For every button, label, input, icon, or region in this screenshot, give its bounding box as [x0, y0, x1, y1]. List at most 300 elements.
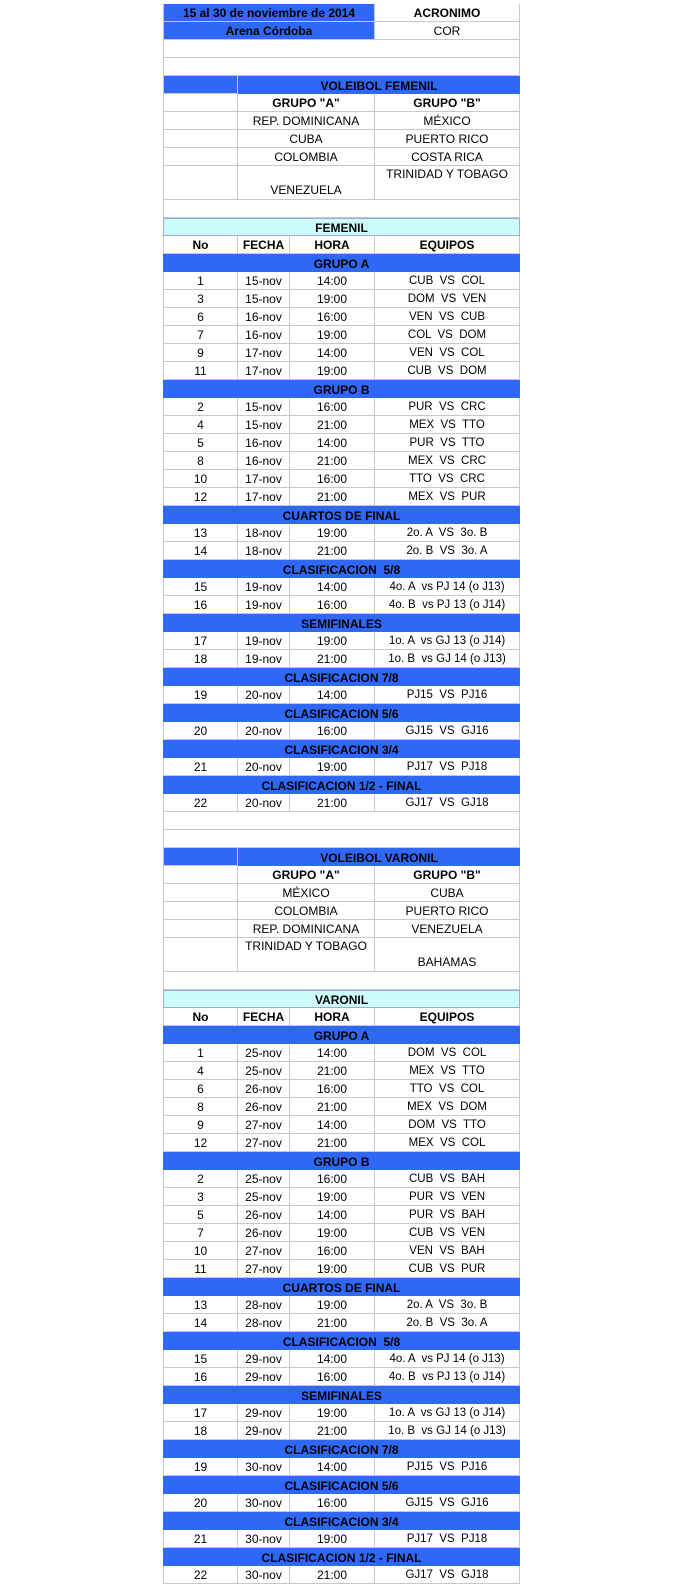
section-title: CLASIFICACION 7/8	[284, 671, 399, 685]
match-time: 14:00	[290, 272, 375, 290]
match-teams: PUR VS CRC	[375, 398, 520, 416]
match-number: 14	[163, 1314, 238, 1332]
match-row	[163, 452, 520, 470]
col-equipos: EQUIPOS	[375, 236, 520, 254]
match-row	[163, 578, 520, 596]
group-row	[163, 130, 520, 148]
group-a-team: CUBA	[238, 130, 375, 148]
match-time: 19:00	[290, 326, 375, 344]
match-row	[163, 1458, 520, 1476]
match-number: 19	[163, 686, 238, 704]
match-date: 29-nov	[238, 1368, 290, 1386]
match-time: 16:00	[290, 1170, 375, 1188]
match-date: 25-nov	[238, 1044, 290, 1062]
match-number: 15	[163, 1350, 238, 1368]
match-time: 21:00	[290, 1314, 375, 1332]
match-number: 22	[163, 794, 238, 812]
match-teams: PJ15 VS PJ16	[375, 1458, 520, 1476]
section-title: CLASIFICACION 5/8	[282, 1335, 401, 1349]
match-row	[163, 1062, 520, 1080]
acronym: COR	[375, 22, 520, 40]
blank-row	[163, 40, 520, 58]
match-date: 26-nov	[238, 1224, 290, 1242]
match-teams: DOM VS COL	[375, 1044, 520, 1062]
match-date: 19-nov	[238, 578, 290, 596]
match-row	[163, 434, 520, 452]
section-title: CLASIFICACION 3/4	[284, 1515, 399, 1529]
match-teams: GJ15 VS GJ16	[375, 722, 520, 740]
match-date: 19-nov	[238, 650, 290, 668]
match-time: 14:00	[290, 1206, 375, 1224]
match-date: 16-nov	[238, 326, 290, 344]
group-row	[163, 938, 520, 972]
match-teams: DOM VS TTO	[375, 1116, 520, 1134]
group-a-label: GRUPO "A"	[238, 94, 375, 112]
col-fecha: FECHA	[238, 1008, 290, 1026]
group-b-team: TRINIDAD Y TOBAGO	[375, 166, 520, 200]
col-equipos: EQUIPOS	[375, 1008, 520, 1026]
match-row	[163, 1098, 520, 1116]
match-number: 16	[163, 1368, 238, 1386]
blank-row	[163, 812, 520, 830]
section-title: CLASIFICACION 5/8	[282, 563, 401, 577]
match-time: 21:00	[290, 1422, 375, 1440]
section-header	[163, 668, 520, 686]
group-a-team: VENEZUELA	[238, 166, 375, 200]
match-date: 16-nov	[238, 308, 290, 326]
section-header	[163, 1440, 520, 1458]
match-time: 21:00	[290, 416, 375, 434]
section-title: CLASIFICACION 1/2 - FINAL	[261, 1551, 422, 1565]
match-number: 12	[163, 488, 238, 506]
match-number: 17	[163, 1404, 238, 1422]
group-a-team: REP. DOMINICANA	[238, 112, 375, 130]
match-date: 16-nov	[238, 452, 290, 470]
match-time: 21:00	[290, 1098, 375, 1116]
col-hora: HORA	[290, 1008, 375, 1026]
match-time: 19:00	[290, 1296, 375, 1314]
match-row	[163, 344, 520, 362]
section-header	[163, 380, 520, 398]
match-number: 10	[163, 1242, 238, 1260]
match-number: 5	[163, 1206, 238, 1224]
match-date: 26-nov	[238, 1206, 290, 1224]
femenil-groups-header-row	[163, 94, 520, 112]
varonil-groups-table	[163, 848, 520, 972]
varonil-schedule-table	[163, 990, 520, 1584]
date-range: 15 al 30 de noviembre de 2014	[163, 4, 375, 22]
match-row	[163, 290, 520, 308]
match-number: 7	[163, 1224, 238, 1242]
match-row	[163, 1314, 520, 1332]
match-row	[163, 470, 520, 488]
match-row	[163, 758, 520, 776]
match-teams: CUB VS COL	[375, 272, 520, 290]
femenil-schedule-title	[163, 218, 520, 236]
match-time: 16:00	[290, 398, 375, 416]
section-title: GRUPO A	[313, 257, 370, 271]
venue: Arena Córdoba	[163, 22, 375, 40]
match-teams: 1o. A vs GJ 13 (o J14)	[375, 632, 520, 650]
match-teams: 2o. A VS 3o. B	[375, 1296, 520, 1314]
match-row	[163, 1170, 520, 1188]
section-header	[163, 614, 520, 632]
match-teams: MEX VS CRC	[375, 452, 520, 470]
match-teams: 1o. A vs GJ 13 (o J14)	[375, 1404, 520, 1422]
match-date: 29-nov	[238, 1422, 290, 1440]
match-number: 13	[163, 1296, 238, 1314]
match-time: 21:00	[290, 650, 375, 668]
group-row	[163, 884, 520, 902]
match-time: 14:00	[290, 1044, 375, 1062]
section-header	[163, 1152, 520, 1170]
match-time: 14:00	[290, 434, 375, 452]
match-teams: PUR VS VEN	[375, 1188, 520, 1206]
match-time: 14:00	[290, 578, 375, 596]
match-row	[163, 1224, 520, 1242]
varonil-groups-title-row	[163, 848, 520, 866]
match-row	[163, 1566, 520, 1584]
femenil-groups-table	[163, 76, 520, 200]
match-number: 12	[163, 1134, 238, 1152]
match-number: 22	[163, 1566, 238, 1584]
match-number: 3	[163, 290, 238, 308]
match-number: 1	[163, 1044, 238, 1062]
match-number: 6	[163, 1080, 238, 1098]
match-teams: 4o. B vs PJ 13 (o J14)	[375, 596, 520, 614]
match-time: 16:00	[290, 1494, 375, 1512]
match-teams: PJ17 VS PJ18	[375, 1530, 520, 1548]
varonil-sections	[163, 1026, 520, 1584]
match-row	[163, 1188, 520, 1206]
match-teams: 2o. B VS 3o. A	[375, 542, 520, 560]
match-teams: MEX VS TTO	[375, 1062, 520, 1080]
match-row	[163, 1494, 520, 1512]
match-row	[163, 794, 520, 812]
match-date: 17-nov	[238, 488, 290, 506]
match-teams: 2o. B VS 3o. A	[375, 1314, 520, 1332]
group-b-team: CUBA	[375, 884, 520, 902]
match-time: 19:00	[290, 1404, 375, 1422]
match-date: 30-nov	[238, 1530, 290, 1548]
match-teams: MEX VS PUR	[375, 488, 520, 506]
section-header	[163, 1026, 520, 1044]
section-header	[163, 560, 520, 578]
match-number: 4	[163, 416, 238, 434]
col-no: No	[163, 236, 238, 254]
group-b-team: COSTA RICA	[375, 148, 520, 166]
match-date: 30-nov	[238, 1494, 290, 1512]
match-teams: 4o. B vs PJ 13 (o J14)	[375, 1368, 520, 1386]
match-teams: PJ15 VS PJ16	[375, 686, 520, 704]
group-a-team: COLOMBIA	[238, 902, 375, 920]
match-teams: TTO VS COL	[375, 1080, 520, 1098]
section-header	[163, 1476, 520, 1494]
match-row	[163, 524, 520, 542]
match-date: 25-nov	[238, 1170, 290, 1188]
match-teams: COL VS DOM	[375, 326, 520, 344]
match-teams: MEX VS COL	[375, 1134, 520, 1152]
match-number: 8	[163, 452, 238, 470]
match-row	[163, 542, 520, 560]
match-row	[163, 1422, 520, 1440]
match-date: 16-nov	[238, 434, 290, 452]
match-date: 18-nov	[238, 542, 290, 560]
match-time: 19:00	[290, 290, 375, 308]
match-time: 14:00	[290, 1116, 375, 1134]
varonil-schedule-title	[163, 990, 520, 1008]
match-teams: CUB VS PUR	[375, 1260, 520, 1278]
group-a-label: GRUPO "A"	[238, 866, 375, 884]
blank-row	[163, 972, 520, 990]
section-title: GRUPO B	[313, 383, 370, 397]
match-date: 19-nov	[238, 632, 290, 650]
match-date: 17-nov	[238, 344, 290, 362]
match-time: 19:00	[290, 1530, 375, 1548]
match-date: 20-nov	[238, 758, 290, 776]
match-teams: MEX VS TTO	[375, 416, 520, 434]
match-time: 16:00	[290, 470, 375, 488]
match-number: 21	[163, 1530, 238, 1548]
match-time: 21:00	[290, 794, 375, 812]
blank-row	[163, 200, 520, 218]
match-number: 2	[163, 398, 238, 416]
match-teams: GJ17 VS GJ18	[375, 1566, 520, 1584]
match-time: 19:00	[290, 1224, 375, 1242]
match-time: 19:00	[290, 362, 375, 380]
match-time: 21:00	[290, 488, 375, 506]
match-teams: 2o. A VS 3o. B	[375, 524, 520, 542]
match-teams: DOM VS VEN	[375, 290, 520, 308]
match-date: 25-nov	[238, 1188, 290, 1206]
match-row	[163, 1368, 520, 1386]
section-title: CLASIFICACION 5/6	[284, 1479, 399, 1493]
group-b-team: MÉXICO	[375, 112, 520, 130]
match-time: 19:00	[290, 1260, 375, 1278]
match-row	[163, 1044, 520, 1062]
col-no: No	[163, 1008, 238, 1026]
section-header	[163, 776, 520, 794]
match-number: 20	[163, 722, 238, 740]
group-row	[163, 148, 520, 166]
match-time: 16:00	[290, 722, 375, 740]
section-title: GRUPO B	[313, 1155, 370, 1169]
match-number: 18	[163, 1422, 238, 1440]
match-number: 7	[163, 326, 238, 344]
match-teams: VEN VS CUB	[375, 308, 520, 326]
match-number: 15	[163, 578, 238, 596]
match-time: 21:00	[290, 1062, 375, 1080]
match-row	[163, 1134, 520, 1152]
col-fecha: FECHA	[238, 236, 290, 254]
section-header	[163, 704, 520, 722]
column-header-row	[163, 1008, 520, 1026]
match-date: 17-nov	[238, 362, 290, 380]
match-date: 27-nov	[238, 1134, 290, 1152]
column-header-row	[163, 236, 520, 254]
match-row	[163, 272, 520, 290]
match-teams: GJ17 VS GJ18	[375, 794, 520, 812]
match-number: 10	[163, 470, 238, 488]
match-date: 27-nov	[238, 1260, 290, 1278]
match-number: 20	[163, 1494, 238, 1512]
group-b-label: GRUPO "B"	[375, 94, 520, 112]
match-time: 19:00	[290, 524, 375, 542]
match-teams: PUR VS BAH	[375, 1206, 520, 1224]
match-number: 16	[163, 596, 238, 614]
section-title: SEMIFINALES	[301, 1389, 382, 1403]
group-a-team: COLOMBIA	[238, 148, 375, 166]
match-teams: CUB VS BAH	[375, 1170, 520, 1188]
match-teams: PUR VS TTO	[375, 434, 520, 452]
match-date: 15-nov	[238, 416, 290, 434]
match-row	[163, 1116, 520, 1134]
match-row	[163, 596, 520, 614]
match-date: 20-nov	[238, 722, 290, 740]
match-date: 25-nov	[238, 1062, 290, 1080]
section-header	[163, 1278, 520, 1296]
match-time: 16:00	[290, 1368, 375, 1386]
group-a-team: TRINIDAD Y TOBAGO	[238, 938, 375, 972]
match-date: 26-nov	[238, 1080, 290, 1098]
section-title: CUARTOS DE FINAL	[282, 1281, 401, 1295]
match-teams: 4o. A vs PJ 14 (o J13)	[375, 1350, 520, 1368]
match-teams: VEN VS BAH	[375, 1242, 520, 1260]
match-number: 6	[163, 308, 238, 326]
varonil-schedule-title-text: VARONIL	[314, 993, 369, 1007]
match-time: 14:00	[290, 1458, 375, 1476]
header-row-2	[163, 22, 520, 40]
match-teams: CUB VS VEN	[375, 1224, 520, 1242]
match-number: 8	[163, 1098, 238, 1116]
match-date: 27-nov	[238, 1242, 290, 1260]
match-row	[163, 1206, 520, 1224]
match-number: 14	[163, 542, 238, 560]
femenil-sections	[163, 254, 520, 812]
varonil-groups-title: VOLEIBOL VARONIL	[238, 848, 520, 866]
group-row	[163, 112, 520, 130]
group-b-team: PUERTO RICO	[375, 902, 520, 920]
match-time: 19:00	[290, 632, 375, 650]
blank-row	[163, 58, 520, 76]
match-date: 30-nov	[238, 1458, 290, 1476]
section-title: CUARTOS DE FINAL	[282, 509, 401, 523]
femenil-schedule-table	[163, 218, 520, 812]
acronym-label: ACRONIMO	[375, 4, 520, 22]
match-time: 16:00	[290, 1080, 375, 1098]
varonil-groups-header-row	[163, 866, 520, 884]
section-title: CLASIFICACION 5/6	[284, 707, 399, 721]
match-row	[163, 1296, 520, 1314]
femenil-groups-title: VOLEIBOL FEMENIL	[238, 76, 520, 94]
schedule-sheet	[163, 4, 520, 1584]
match-number: 18	[163, 650, 238, 668]
section-header	[163, 1332, 520, 1350]
match-row	[163, 1260, 520, 1278]
match-teams: 1o. B vs GJ 14 (o J13)	[375, 1422, 520, 1440]
match-date: 17-nov	[238, 470, 290, 488]
match-number: 9	[163, 344, 238, 362]
femenil-groups-title-row	[163, 76, 520, 94]
match-row	[163, 1080, 520, 1098]
match-date: 15-nov	[238, 290, 290, 308]
match-teams: MEX VS DOM	[375, 1098, 520, 1116]
match-row	[163, 416, 520, 434]
match-date: 27-nov	[238, 1116, 290, 1134]
match-number: 21	[163, 758, 238, 776]
section-header	[163, 254, 520, 272]
group-row	[163, 920, 520, 938]
match-date: 30-nov	[238, 1566, 290, 1584]
section-header	[163, 1548, 520, 1566]
match-number: 17	[163, 632, 238, 650]
match-date: 19-nov	[238, 596, 290, 614]
match-time: 21:00	[290, 1566, 375, 1584]
match-time: 19:00	[290, 758, 375, 776]
match-row	[163, 1530, 520, 1548]
match-row	[163, 686, 520, 704]
match-row	[163, 362, 520, 380]
match-number: 3	[163, 1188, 238, 1206]
match-teams: 1o. B vs GJ 14 (o J13)	[375, 650, 520, 668]
match-time: 16:00	[290, 596, 375, 614]
group-a-team: REP. DOMINICANA	[238, 920, 375, 938]
match-row	[163, 398, 520, 416]
section-header	[163, 1386, 520, 1404]
match-time: 14:00	[290, 1350, 375, 1368]
section-title: CLASIFICACION 3/4	[284, 743, 399, 757]
match-row	[163, 308, 520, 326]
match-number: 4	[163, 1062, 238, 1080]
group-b-label: GRUPO "B"	[375, 866, 520, 884]
match-date: 26-nov	[238, 1098, 290, 1116]
match-date: 15-nov	[238, 272, 290, 290]
match-date: 20-nov	[238, 686, 290, 704]
match-number: 5	[163, 434, 238, 452]
match-teams: 4o. A vs PJ 14 (o J13)	[375, 578, 520, 596]
section-title: CLASIFICACION 7/8	[284, 1443, 399, 1457]
section-title: CLASIFICACION 1/2 - FINAL	[261, 779, 422, 793]
match-number: 9	[163, 1116, 238, 1134]
section-title: SEMIFINALES	[301, 617, 382, 631]
group-b-team: BAHAMAS	[375, 938, 520, 972]
match-number: 1	[163, 272, 238, 290]
section-header	[163, 740, 520, 758]
match-time: 16:00	[290, 1242, 375, 1260]
match-row	[163, 632, 520, 650]
match-time: 14:00	[290, 344, 375, 362]
match-teams: PJ17 VS PJ18	[375, 758, 520, 776]
group-b-team: VENEZUELA	[375, 920, 520, 938]
match-teams: CUB VS DOM	[375, 362, 520, 380]
match-row	[163, 1242, 520, 1260]
col-hora: HORA	[290, 236, 375, 254]
section-header	[163, 506, 520, 524]
match-date: 18-nov	[238, 524, 290, 542]
match-time: 21:00	[290, 1134, 375, 1152]
match-date: 15-nov	[238, 398, 290, 416]
match-row	[163, 326, 520, 344]
section-header	[163, 1512, 520, 1530]
blank-row	[163, 830, 520, 848]
match-date: 28-nov	[238, 1296, 290, 1314]
match-time: 21:00	[290, 542, 375, 560]
match-row	[163, 1404, 520, 1422]
match-date: 20-nov	[238, 794, 290, 812]
match-time: 21:00	[290, 452, 375, 470]
match-time: 16:00	[290, 308, 375, 326]
match-row	[163, 1350, 520, 1368]
